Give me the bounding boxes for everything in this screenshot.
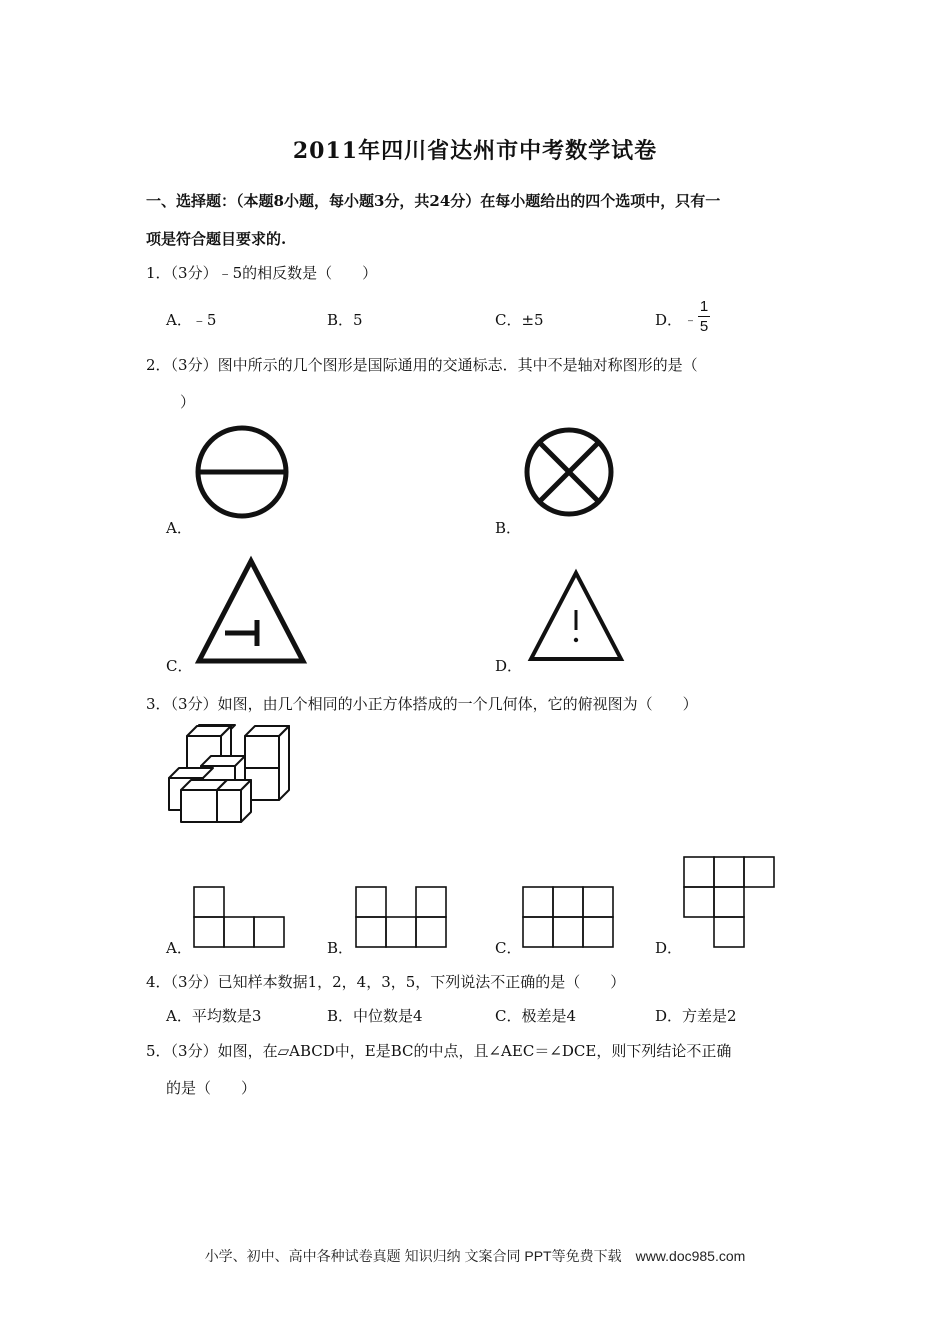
q4-option-d: D．方差是2 [655, 1007, 737, 1025]
question-5-stem-line2: 的是（ ） [166, 1079, 257, 1097]
q3-label-d: D． [655, 939, 683, 957]
q1-d-numerator: 1 [699, 298, 709, 315]
q1-option-a: A．﹣5 [166, 311, 217, 329]
q4-option-b: B．中位数是4 [327, 1007, 423, 1025]
circle-cross-icon [524, 425, 614, 520]
q2-label-c: C． [166, 657, 193, 675]
q1-d-fraction-bar [698, 316, 710, 317]
q4-option-a: A．平均数是3 [166, 1007, 262, 1025]
q2-label-d: D． [495, 657, 523, 675]
q1-d-denominator: 5 [699, 318, 709, 335]
q1-option-d: D． [655, 311, 683, 329]
top-view-option-d [683, 856, 778, 949]
q3-label-b: B． [327, 939, 354, 957]
q3-label-c: C． [495, 939, 522, 957]
page-title: 2011年四川省达州市中考数学试卷 [292, 138, 658, 164]
top-view-option-a [193, 886, 288, 949]
q4-option-c: C．极差是4 [495, 1007, 577, 1025]
section-heading-line1: 一、选择题：（本题8小题，每小题3分，共24分）在每小题给出的四个选项中，只有一 [146, 192, 721, 210]
triangle-exclamation-icon [528, 568, 625, 663]
section-heading-line2: 项是符合题目要求的. [146, 230, 287, 248]
circle-horizontal-bar-icon [195, 425, 290, 520]
q2-label-b: B． [495, 519, 522, 537]
question-1-stem: 1．（3分）﹣5的相反数是（ ） [146, 264, 378, 282]
q1-option-b: B．5 [327, 311, 363, 329]
question-5-stem-line1: 5．（3分）如图，在▱ABCD中，E是BC的中点，且∠AEC＝∠DCE，则下列结论不正确 [146, 1042, 732, 1060]
q3-label-a: A． [166, 939, 192, 957]
q2-label-a: A． [166, 519, 192, 537]
top-view-option-b [355, 886, 450, 949]
question-2-stem-line2: ） [180, 393, 196, 411]
page-footer: 小学、初中、高中各种试卷真题 知识归纳 文案合同 PPT等免费下载 www.doc985.com [204, 1248, 746, 1264]
cube-stack-figure [165, 722, 295, 826]
q1-option-c: C．±5 [495, 311, 544, 329]
question-3-stem: 3．（3分）如图，由几个相同的小正方体搭成的一个几何体，它的俯视图为（ ） [146, 695, 698, 713]
question-2-stem-line1: 2．（3分）图中所示的几个图形是国际通用的交通标志．其中不是轴对称图形的是（ [146, 356, 698, 374]
top-view-option-c [522, 886, 617, 949]
q1-d-sign: ﹣ [684, 313, 698, 328]
triangle-t-junction-icon [195, 557, 307, 665]
question-4-stem: 4．（3分）已知样本数据1，2，4，3，5，下列说法不正确的是（ ） [146, 973, 626, 991]
